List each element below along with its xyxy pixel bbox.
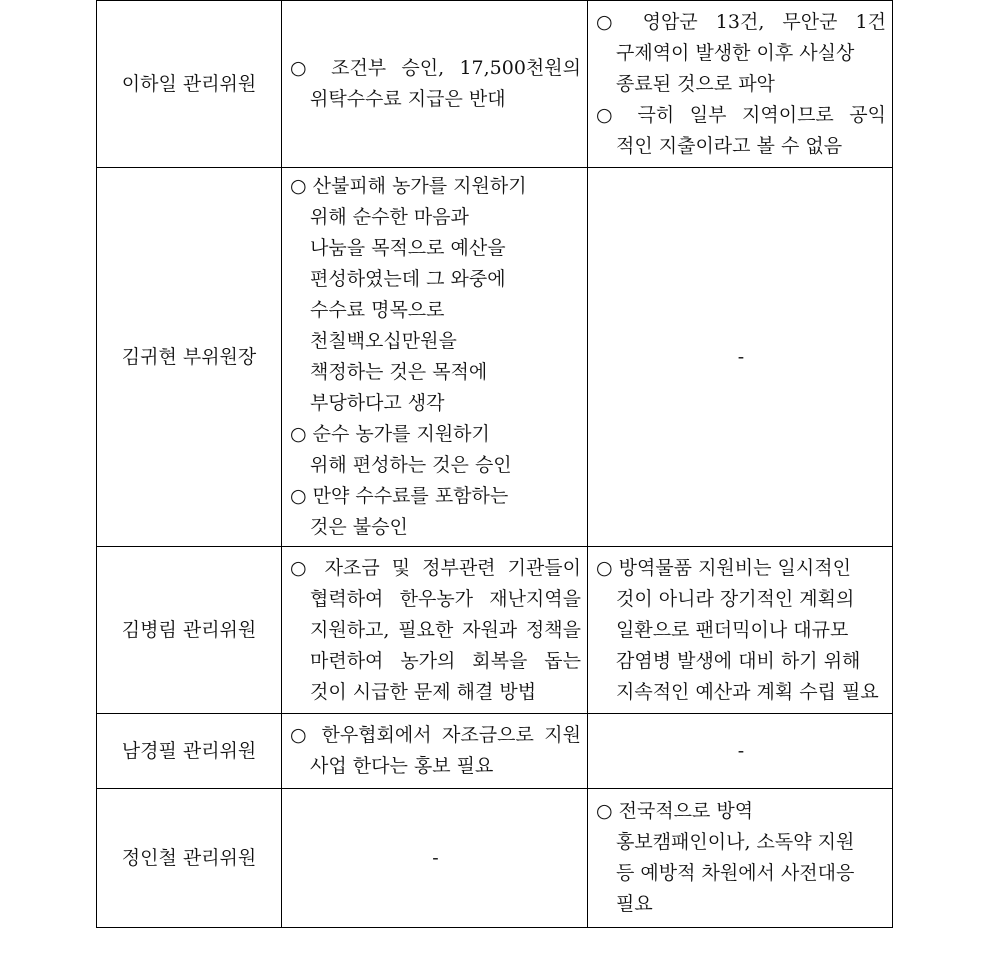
opinion-line: ○ 순수 농가를 지원하기	[290, 423, 490, 445]
table-row	[97, 547, 893, 714]
empty-dash: -	[432, 846, 439, 869]
note-line: 종료된 것으로 파악	[616, 72, 775, 95]
opinion-line: 위해 순수한 마음과	[310, 206, 469, 228]
note-line: 홍보캠패인이나, 소독약 지원	[616, 831, 855, 853]
opinion-line: 편성하였는데 그 와중에	[310, 268, 506, 290]
opinion-line: 수수료 명목으로	[310, 299, 445, 321]
member-name: 정인철 관리위원	[121, 846, 257, 869]
opinion-line: ○ 조건부 승인, 17,500천원의	[290, 57, 581, 79]
note-line: 지속적인 예산과 계획 수립 필요	[616, 680, 879, 703]
note-line: ○ 영암군 13건, 무안군 1건	[596, 10, 886, 33]
note-line: ○ 극히 일부 지역이므로 공익	[596, 103, 886, 126]
member-name-cell	[97, 789, 282, 928]
member-name-cell	[97, 168, 282, 547]
opinion-line: 마련하여 농가의 회복을 돕는	[310, 649, 581, 672]
opinion-cell	[282, 547, 588, 714]
opinion-cell	[282, 1, 588, 168]
member-name: 김병림 관리위원	[121, 618, 257, 641]
opinion-cell	[282, 168, 588, 547]
note-cell	[588, 714, 893, 789]
note-line: 적인 지출이라고 볼 수 없음	[616, 134, 843, 157]
member-name-cell	[97, 547, 282, 714]
note-cell	[588, 547, 893, 714]
opinion-cell	[282, 789, 588, 928]
opinion-cell	[282, 714, 588, 789]
note-line: 일환으로 팬더믹이나 대규모	[616, 618, 849, 641]
opinion-line: 나눔을 목적으로 예산을	[310, 237, 506, 259]
note-cell	[588, 1, 893, 168]
table-row	[97, 168, 893, 547]
opinion-line: ○ 산불피해 농가를 지원하기	[290, 175, 527, 197]
opinion-line: 천칠백오십만원을	[310, 330, 457, 352]
member-name: 남경필 관리위원	[121, 739, 257, 762]
note-cell	[588, 789, 893, 928]
opinion-line: 협력하여 한우농가 재난지역을	[310, 587, 581, 610]
opinion-line: ○ 한우협회에서 자조금으로 지원	[290, 724, 581, 746]
opinion-line: ○ 자조금 및 정부관련 기관들이	[290, 556, 581, 579]
opinion-line: 것은 불승인	[310, 516, 408, 538]
note-cell	[588, 168, 893, 547]
note-line: ○ 전국적으로 방역	[596, 800, 754, 822]
opinion-line: ○ 만약 수수료를 포함하는	[290, 485, 509, 507]
note-line: 것이 아니라 장기적인 계획의	[616, 587, 855, 610]
opinion-line: 지원하고, 필요한 자원과 정책을	[310, 618, 581, 641]
note-line: ○ 방역물품 지원비는 일시적인	[596, 556, 851, 579]
member-name: 김귀현 부위원장	[121, 345, 257, 368]
note-line: 등 예방적 차원에서 사전대응	[616, 862, 855, 884]
empty-dash: -	[737, 345, 745, 368]
member-name: 이하일 관리위원	[121, 72, 257, 95]
empty-dash: -	[737, 739, 745, 762]
opinion-line: 부당하다고 생각	[310, 392, 445, 414]
note-line: 감염병 발생에 대비 하기 위해	[616, 649, 861, 672]
note-line: 필요	[616, 893, 653, 915]
committee-opinion-table	[96, 0, 893, 928]
table-row	[97, 1, 893, 168]
member-name-cell	[97, 714, 282, 789]
member-name-cell	[97, 1, 282, 168]
opinion-line: 것이 시급한 문제 해결 방법	[310, 680, 537, 703]
table-row	[97, 789, 893, 928]
table-row	[97, 714, 893, 789]
opinion-line: 위탁수수료 지급은 반대	[310, 88, 506, 110]
opinion-line: 위해 편성하는 것은 승인	[310, 454, 512, 476]
opinion-line: 사업 한다는 홍보 필요	[310, 755, 494, 777]
note-line: 구제역이 발생한 이후 사실상	[616, 41, 855, 64]
opinion-line: 책정하는 것은 목적에	[310, 361, 488, 383]
